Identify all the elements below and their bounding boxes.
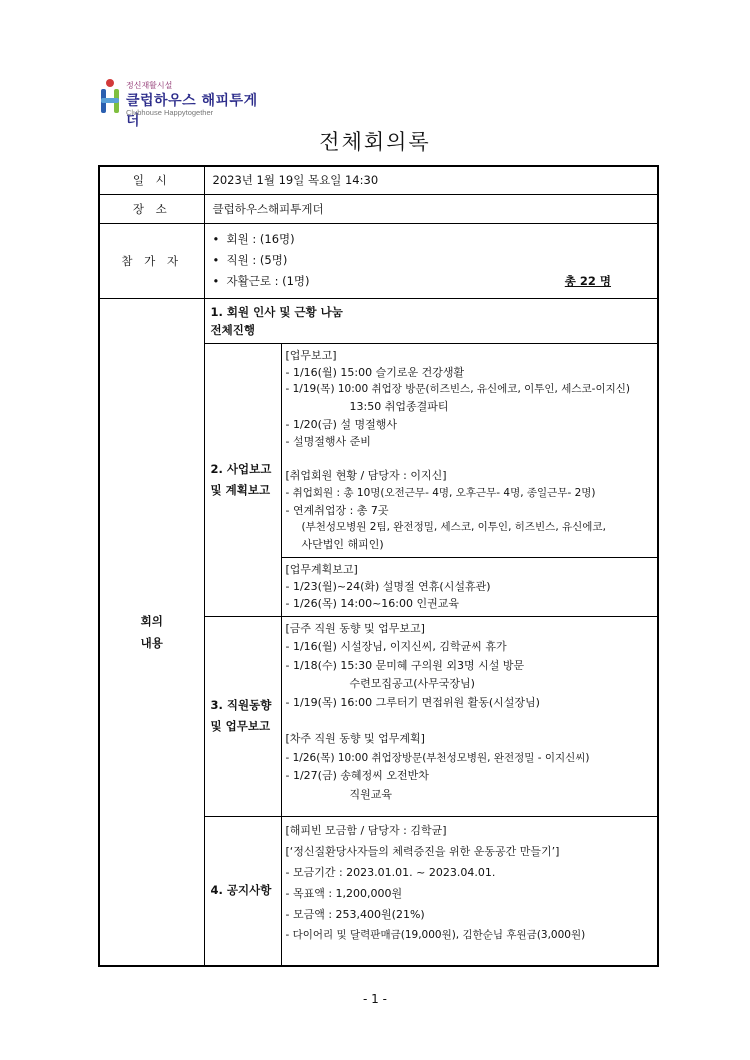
place-row <box>99 194 658 223</box>
attendee-members: • 회원 : (16명) <box>213 229 658 250</box>
section2-block-b: [업무계획보고] - 1/23(월)~24(화) 설명절 연휴(시설휴관) - 1/26(목) 14:00~16:00 인권교육 <box>281 557 658 616</box>
attendees-list <box>205 225 658 296</box>
attendee-workers: • 자활근로 : (1명) 총 22 명 <box>213 271 658 292</box>
meeting-label: 회의 내용 <box>99 298 204 966</box>
attendees-total: 총 22 명 <box>564 274 612 288</box>
place-label: 장 소 <box>99 194 204 223</box>
section2-label: 2. 사업보고 및 계획보고 <box>204 343 281 616</box>
logo-name: 클럽하우스 해피투게더 <box>126 93 258 129</box>
logo-small-text: 정신재활시설 <box>126 81 173 90</box>
attendees-row <box>99 223 658 298</box>
section4-body: [해피빈 모금함 / 담당자 : 김학균] [‘정신질환당사자들의 체력증진을 위한 운동공간 만들기’] - 모금기간 : 2023.01.01. ~ 2023.04.01. - 목표액 : 1,200,000원 - 모금액 : 253,400원(21%) - 다이어리 및 달력판매금(19,000원), 김한순님 후원금(3,000원) <box>281 816 658 966</box>
attendees-label: 참 가 자 <box>99 223 204 298</box>
section1-row <box>99 298 658 343</box>
section3-body: [금주 직원 동향 및 업무보고] - 1/16(월) 시설장님, 이지신씨, 김학균씨 휴가 - 1/18(수) 15:30 문미혜 구의원 외3명 시설 방문 수련모집공고(사무국장님) - 1/19(목) 16:00 그루터기 면접위원 활동(시설장님) [차주 직원 동향 및 업무계획] - 1/26(목) 10:00 취업장방문(부천성모병원, 완전정밀 - 이지신씨) - 1/27(금) 송혜정씨 오전반차 직원교육 <box>281 616 658 816</box>
section1: 1. 회원 인사 및 근황 나눔 전체진행 <box>204 298 658 343</box>
section4-label: 4. 공지사항 <box>204 816 281 966</box>
minutes-table <box>98 165 659 967</box>
clubhouse-logo <box>96 78 266 129</box>
place-value: 클럽하우스해피투게더 <box>204 194 658 223</box>
section3-label: 3. 직원동향 및 업무보고 <box>204 616 281 816</box>
date-value: 2023년 1월 19일 목요일 14:30 <box>204 166 658 194</box>
attendees-cell <box>204 223 658 298</box>
section2-block-a: [업무보고] - 1/16(월) 15:00 슬기로운 건강생활 - 1/19(목) 10:00 취업장 방문(히즈빈스, 유신에코, 이투인, 세스코-이지신) 13:50 취업종결파티 - 1/20(금) 설 명절행사 - 설명절행사 준비 [취업회원 현황 / 담당자 : 이지신] - 취업회원 : 총 10명(오전근무- 4명, 오후근무- 4명, 종일근무- 2명) - 연계취업장 : 총 7곳 (부천성모병원 2팀, 완전정밀, 세스코, 이투인, 히즈빈스, 유신에코, 사단법인 해피인) <box>281 343 658 557</box>
date-row <box>99 166 658 194</box>
date-label: 일 시 <box>99 166 204 194</box>
page-number: - 1 - <box>363 992 387 1006</box>
page-title: 전체회의록 <box>319 130 431 154</box>
attendee-staff: • 직원 : (5명) <box>213 250 658 271</box>
logo-english: Clubhouse Happytogether <box>126 108 214 117</box>
logo-h-icon <box>98 78 122 116</box>
